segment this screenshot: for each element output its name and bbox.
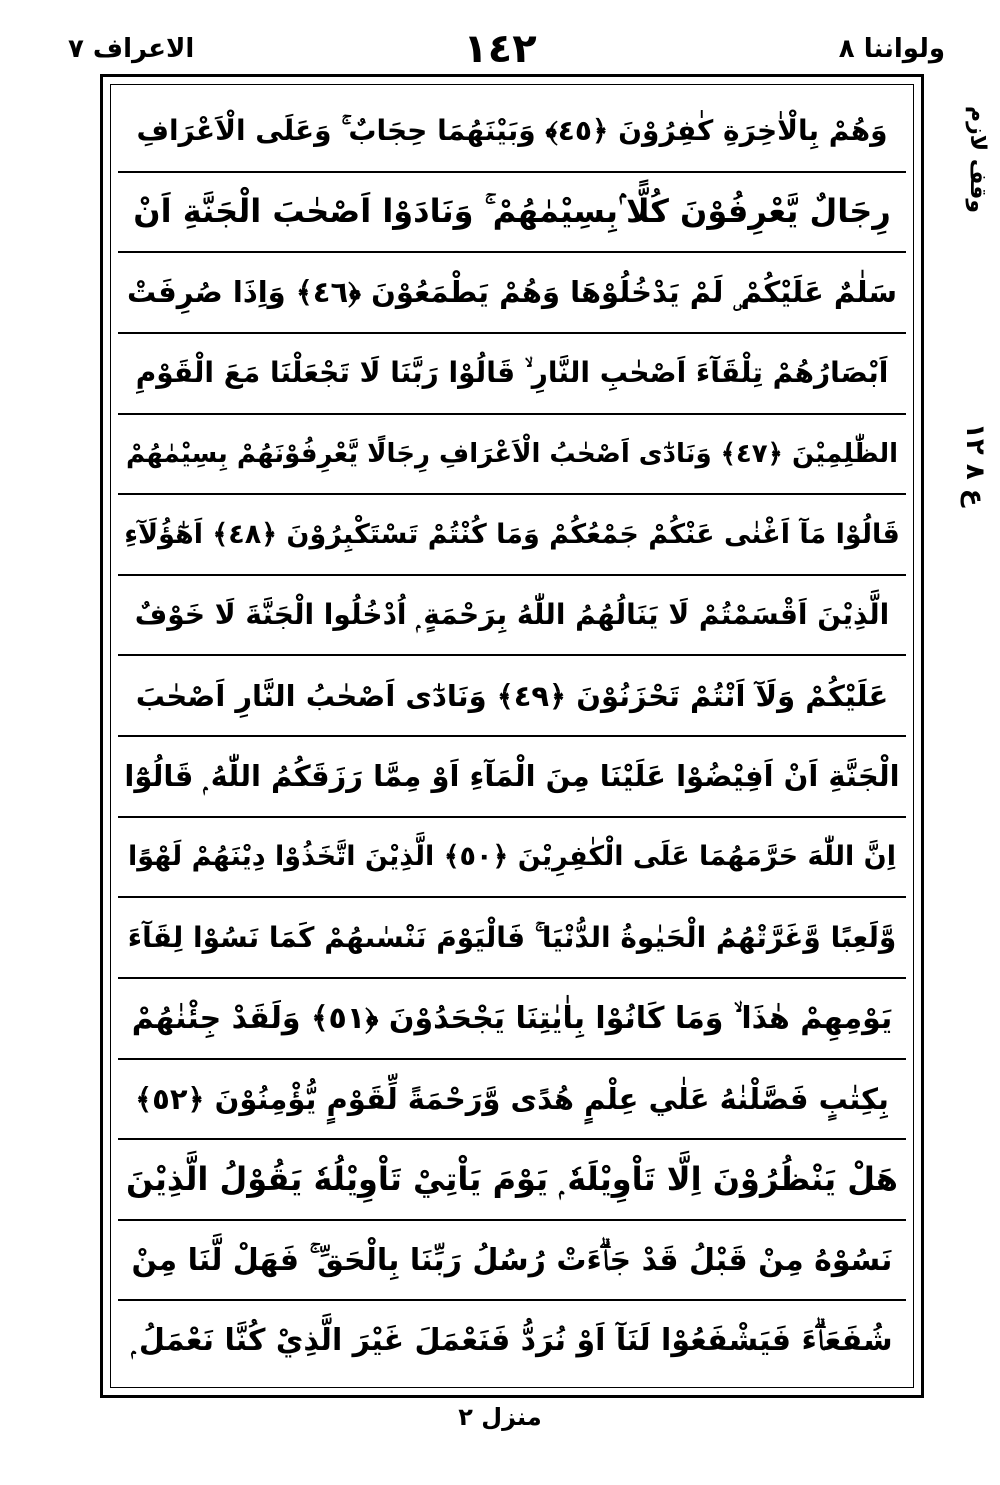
- text-block: [118, 92, 906, 1380]
- text-line: [118, 1140, 906, 1221]
- line-text: عَلَيْكُمْ وَلَآ اَنْتُمْ تَحْزَنُوْنَ ﴿٤٩﴾ وَنَادٰٓى اَصْحٰبُ النَّارِ اَصْحٰبَ: [135, 678, 889, 713]
- text-line: [118, 979, 906, 1060]
- text-line: [118, 1060, 906, 1141]
- line-text: الَّذِيْنَ اَقْسَمْتُمْ لَا يَنَالُهُمُ اللّٰهُ بِرَحْمَةٍ ۭ اُدْخُلُوا الْجَنَّةَ لَا خَوْفٌ: [134, 598, 890, 632]
- margin-note-waqf: وقف لازم: [965, 106, 990, 214]
- text-line: [118, 415, 906, 496]
- page-number: ١٤٢: [463, 26, 537, 72]
- text-line: [118, 1221, 906, 1302]
- line-text: اِنَّ اللّٰهَ حَرَّمَهُمَا عَلَى الْكٰفِرِيْنَ ﴿٥٠﴾ الَّذِيْنَ اتَّخَذُوْا دِيْنَهُمْ لَهْوًا: [128, 841, 896, 873]
- text-line: [118, 173, 906, 254]
- text-line: [118, 898, 906, 979]
- footer-manzil: منزل ٢: [458, 1403, 542, 1431]
- line-text: رِجَالٌ يَّعْرِفُوْنَ كُلًّا ۢبِسِيْمٰهُمْ ۚ وَنَادَوْا اَصْحٰبَ الْجَنَّةِ اَنْ: [133, 192, 891, 231]
- text-line: [118, 495, 906, 576]
- line-text: الْجَنَّةِ اَنْ اَفِيْضُوْا عَلَيْنَا مِنَ الْمَآءِ اَوْ مِمَّا رَزَقَكُمُ اللّٰهُ ۭ قَالُوْٓا: [124, 758, 900, 793]
- line-text: اَبْصَارُهُمْ تِلْقَآءَ اَصْحٰبِ النَّارِ ۙ قَالُوْا رَبَّنَا لَا تَجْعَلْنَا مَعَ الْقَوْمِ: [135, 356, 889, 390]
- margin-ruku-marker: ع ۸ ۱۲: [960, 423, 990, 507]
- text-line: [118, 737, 906, 818]
- text-line: [118, 253, 906, 334]
- text-line: [118, 92, 906, 173]
- text-line: [118, 1301, 906, 1380]
- line-text: هَلْ يَنْظُرُوْنَ اِلَّا تَاْوِيْلَهٗ ۭ يَوْمَ يَاْتِيْ تَاْوِيْلُهٗ يَقُوْلُ الَّذِيْنَ: [126, 1159, 898, 1198]
- header-left-label: الاعراف ۷: [68, 34, 195, 64]
- line-text: قَالُوْا مَآ اَغْنٰى عَنْكُمْ جَمْعُكُمْ وَمَا كُنْتُمْ تَسْتَكْبِرُوْنَ ﴿٤٨﴾ اَهٰٓؤُلَآءِ: [124, 518, 900, 550]
- header-right-label: ولواننا ۸: [838, 34, 945, 64]
- text-line: [118, 818, 906, 899]
- text-line: [118, 656, 906, 737]
- line-text: شُفَعَاۗءَ فَيَشْفَعُوْا لَنَآ اَوْ نُرَدُّ فَنَعْمَلَ غَيْرَ الَّذِيْ كُنَّا نَعْمَلُ ۭ: [131, 1323, 893, 1359]
- line-text: يَوْمِهِمْ هٰذَا ۙ وَمَا كَانُوْا بِاٰيٰتِنَا يَجْحَدُوْنَ ﴿٥١﴾ وَلَقَدْ جِئْنٰهُمْ: [131, 1000, 893, 1036]
- text-line: [118, 576, 906, 657]
- line-text: بِكِتٰبٍ فَصَّلْنٰهُ عَلٰي عِلْمٍ هُدًى وَّرَحْمَةً لِّقَوْمٍ يُّؤْمِنُوْنَ ﴿٥٢﴾: [135, 1081, 889, 1116]
- line-text: سَلٰمٌ عَلَيْكُمْ ۣ لَمْ يَدْخُلُوْهَا وَهُمْ يَطْمَعُوْنَ ﴿٤٦﴾ وَاِذَا صُرِفَتْ: [127, 275, 897, 310]
- line-text: وَهُمْ بِالْاٰخِرَةِ كٰفِرُوْنَ ﴿٤٥﴾ وَبَيْنَهُمَا حِجَابٌ ۚ وَعَلَى الْاَعْرَافِ: [136, 114, 888, 148]
- line-text: نَسُوْهُ مِنْ قَبْلُ قَدْ جَاۗءَتْ رُسُلُ رَبِّنَا بِالْحَقِّ ۚ فَهَلْ لَّنَا مِنْ: [131, 1242, 893, 1278]
- text-line: [118, 334, 906, 415]
- line-text: وَّلَعِبًا وَّغَرَّتْهُمُ الْحَيٰوةُ الدُّنْيَا ۚ فَالْيَوْمَ نَنْسٰىهُمْ كَمَا نَسُوْا لِقَآءَ: [127, 920, 897, 954]
- line-text: الظّٰلِمِيْنَ ﴿٤٧﴾ وَنَادٰٓى اَصْحٰبُ الْاَعْرَافِ رِجَالًا يَّعْرِفُوْنَهُمْ بِسِيْمٰهُمْ: [126, 438, 899, 469]
